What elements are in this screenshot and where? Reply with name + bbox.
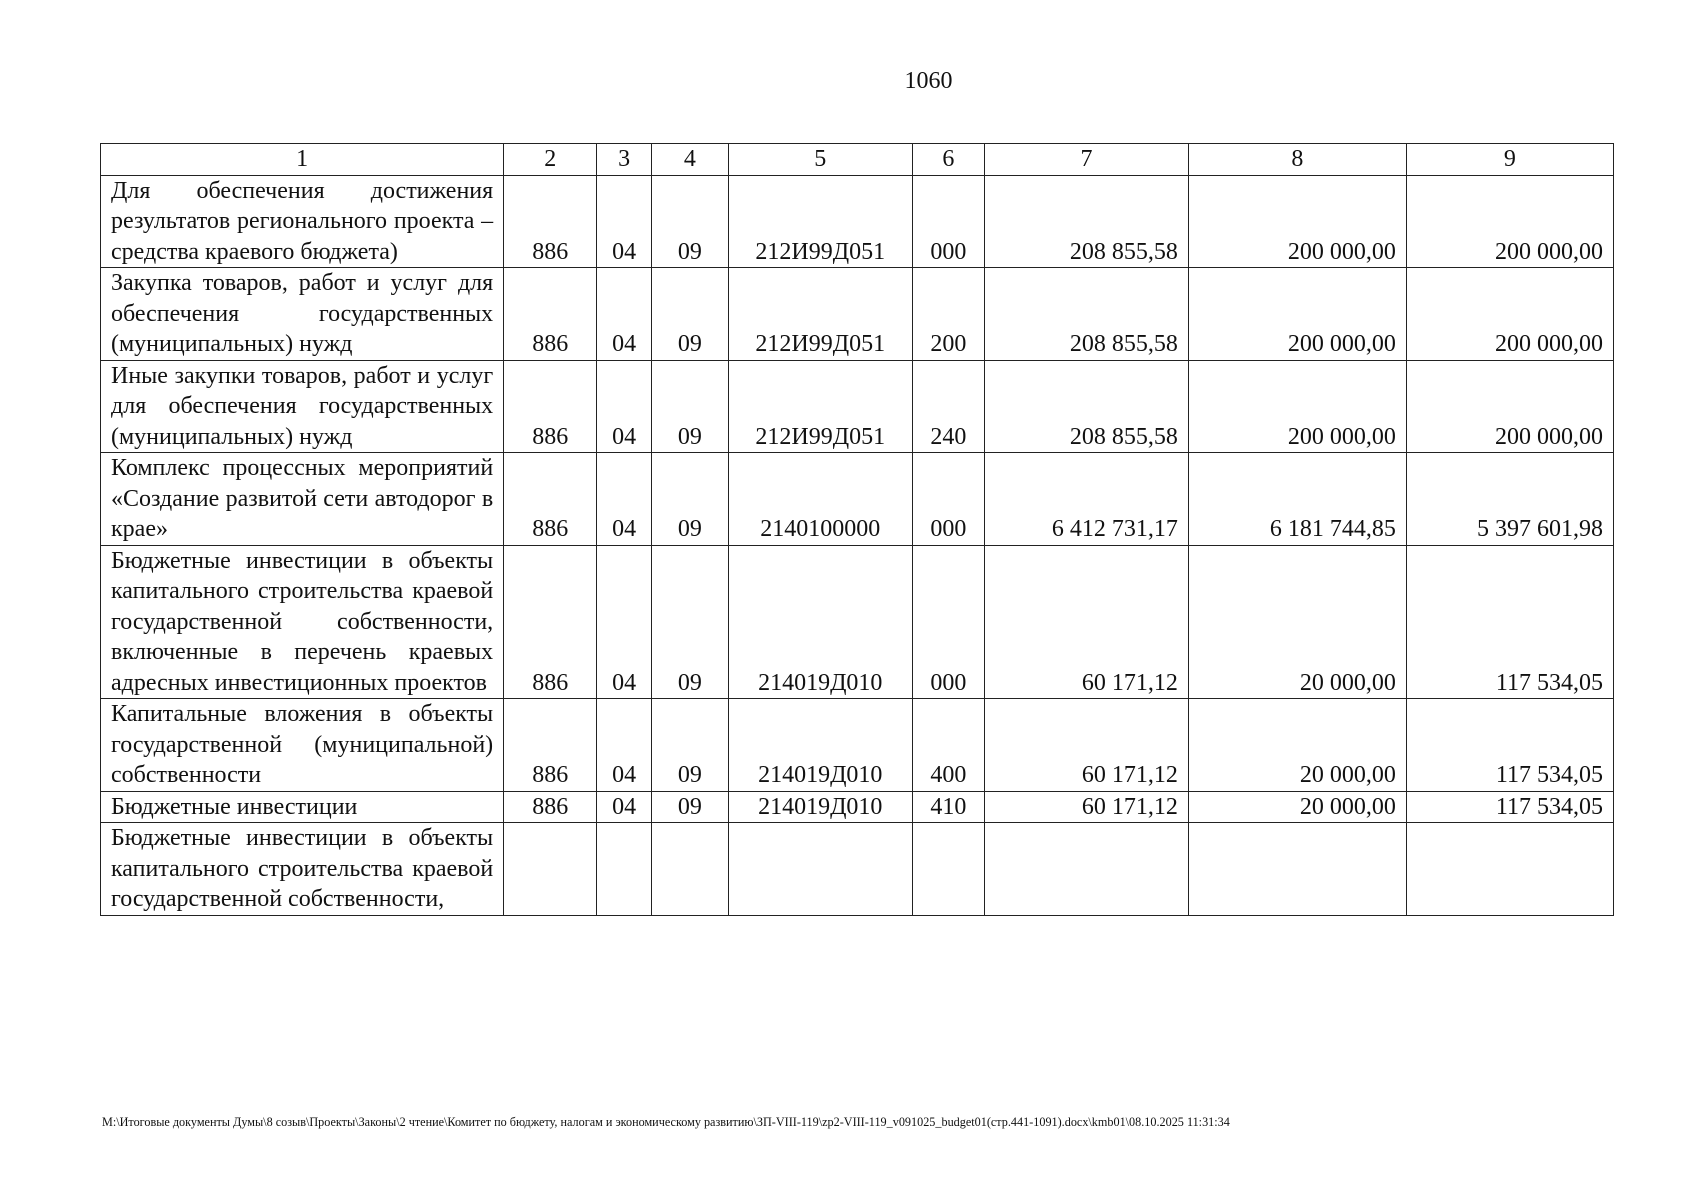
cell-expense-type: 000 [912, 175, 984, 268]
cell-admin: 886 [504, 360, 597, 453]
cell-expense-type: 000 [912, 545, 984, 699]
cell-expense-type [912, 823, 984, 916]
cell-admin: 886 [504, 268, 597, 361]
cell-section: 04 [597, 175, 652, 268]
cell-amount-3: 200 000,00 [1406, 268, 1613, 361]
cell-target-article: 2140100000 [728, 453, 912, 546]
row-name: Комплекс процессных мероприятий «Создание развитой сети автодорог в крае» [101, 453, 504, 546]
cell-target-article: 212И99Д051 [728, 360, 912, 453]
cell-admin: 886 [504, 453, 597, 546]
cell-amount-2: 20 000,00 [1188, 791, 1406, 823]
cell-target-article: 212И99Д051 [728, 175, 912, 268]
cell-amount-3: 117 534,05 [1406, 791, 1613, 823]
row-name: Закупка товаров, работ и услуг для обеспечения государственных (муниципальных) нужд [101, 268, 504, 361]
column-header: 4 [652, 144, 729, 176]
cell-expense-type: 240 [912, 360, 984, 453]
cell-expense-type: 400 [912, 699, 984, 792]
table-header-row [101, 144, 1614, 176]
cell-section: 04 [597, 791, 652, 823]
cell-admin: 886 [504, 175, 597, 268]
cell-section: 04 [597, 453, 652, 546]
cell-subsection: 09 [652, 545, 729, 699]
cell-subsection: 09 [652, 791, 729, 823]
cell-amount-1: 60 171,12 [985, 791, 1189, 823]
cell-admin: 886 [504, 791, 597, 823]
cell-amount-1: 208 855,58 [985, 175, 1189, 268]
row-name: Капитальные вложения в объекты государственной (муниципальной) собственности [101, 699, 504, 792]
cell-section: 04 [597, 545, 652, 699]
row-name: Бюджетные инвестиции в объекты капитального строительства краевой государственной собственности, [101, 823, 504, 916]
table-row [101, 823, 1614, 916]
column-header: 7 [985, 144, 1189, 176]
cell-expense-type: 200 [912, 268, 984, 361]
column-header: 1 [101, 144, 504, 176]
cell-amount-1: 6 412 731,17 [985, 453, 1189, 546]
table-row [101, 453, 1614, 546]
cell-amount-2: 6 181 744,85 [1188, 453, 1406, 546]
cell-amount-3: 5 397 601,98 [1406, 453, 1613, 546]
cell-amount-3: 200 000,00 [1406, 175, 1613, 268]
budget-table [100, 143, 1614, 916]
cell-amount-1: 60 171,12 [985, 699, 1189, 792]
table-row [101, 175, 1614, 268]
cell-amount-1: 208 855,58 [985, 268, 1189, 361]
cell-target-article: 214019Д010 [728, 791, 912, 823]
row-name: Для обеспечения достижения результатов регионального проекта – средства краевого бюджета) [101, 175, 504, 268]
table-row [101, 268, 1614, 361]
cell-subsection: 09 [652, 360, 729, 453]
cell-subsection: 09 [652, 699, 729, 792]
table-row [101, 699, 1614, 792]
cell-section [597, 823, 652, 916]
cell-amount-2: 200 000,00 [1188, 175, 1406, 268]
cell-amount-3: 117 534,05 [1406, 545, 1613, 699]
cell-amount-3: 117 534,05 [1406, 699, 1613, 792]
cell-target-article: 214019Д010 [728, 545, 912, 699]
cell-subsection: 09 [652, 268, 729, 361]
cell-amount-2 [1188, 823, 1406, 916]
cell-amount-1: 208 855,58 [985, 360, 1189, 453]
column-header: 2 [504, 144, 597, 176]
cell-expense-type: 410 [912, 791, 984, 823]
cell-target-article [728, 823, 912, 916]
cell-subsection: 09 [652, 175, 729, 268]
cell-amount-1 [985, 823, 1189, 916]
cell-amount-1: 60 171,12 [985, 545, 1189, 699]
cell-amount-2: 20 000,00 [1188, 545, 1406, 699]
cell-subsection [652, 823, 729, 916]
cell-target-article: 212И99Д051 [728, 268, 912, 361]
cell-admin [504, 823, 597, 916]
row-name: Бюджетные инвестиции [101, 791, 504, 823]
cell-amount-3 [1406, 823, 1613, 916]
column-header: 6 [912, 144, 984, 176]
cell-section: 04 [597, 268, 652, 361]
cell-section: 04 [597, 699, 652, 792]
row-name: Иные закупки товаров, работ и услуг для обеспечения государственных (муниципальных) нужд [101, 360, 504, 453]
cell-admin: 886 [504, 699, 597, 792]
table-row [101, 791, 1614, 823]
table-row [101, 545, 1614, 699]
file-path-footer: М:\Итоговые документы Думы\8 созыв\Проекты\Законы\2 чтение\Комитет по бюджету, налогам и экономическому развитию\ЗП-VIII-119\zp2-VIII-119_v091025_budget01(стр.441-1091).docx\kmb01\08.10.2025 11:31:34 [102, 1115, 1230, 1129]
column-header: 8 [1188, 144, 1406, 176]
page-number: 1060 [904, 68, 953, 94]
row-name: Бюджетные инвестиции в объекты капитального строительства краевой государственной собственности, включенные в перечень краевых адресных инвестиционных проектов [101, 545, 504, 699]
column-header: 5 [728, 144, 912, 176]
cell-expense-type: 000 [912, 453, 984, 546]
cell-section: 04 [597, 360, 652, 453]
column-header: 9 [1406, 144, 1613, 176]
cell-target-article: 214019Д010 [728, 699, 912, 792]
cell-amount-2: 20 000,00 [1188, 699, 1406, 792]
cell-amount-2: 200 000,00 [1188, 268, 1406, 361]
column-header: 3 [597, 144, 652, 176]
cell-admin: 886 [504, 545, 597, 699]
cell-amount-3: 200 000,00 [1406, 360, 1613, 453]
cell-amount-2: 200 000,00 [1188, 360, 1406, 453]
table-row [101, 360, 1614, 453]
cell-subsection: 09 [652, 453, 729, 546]
